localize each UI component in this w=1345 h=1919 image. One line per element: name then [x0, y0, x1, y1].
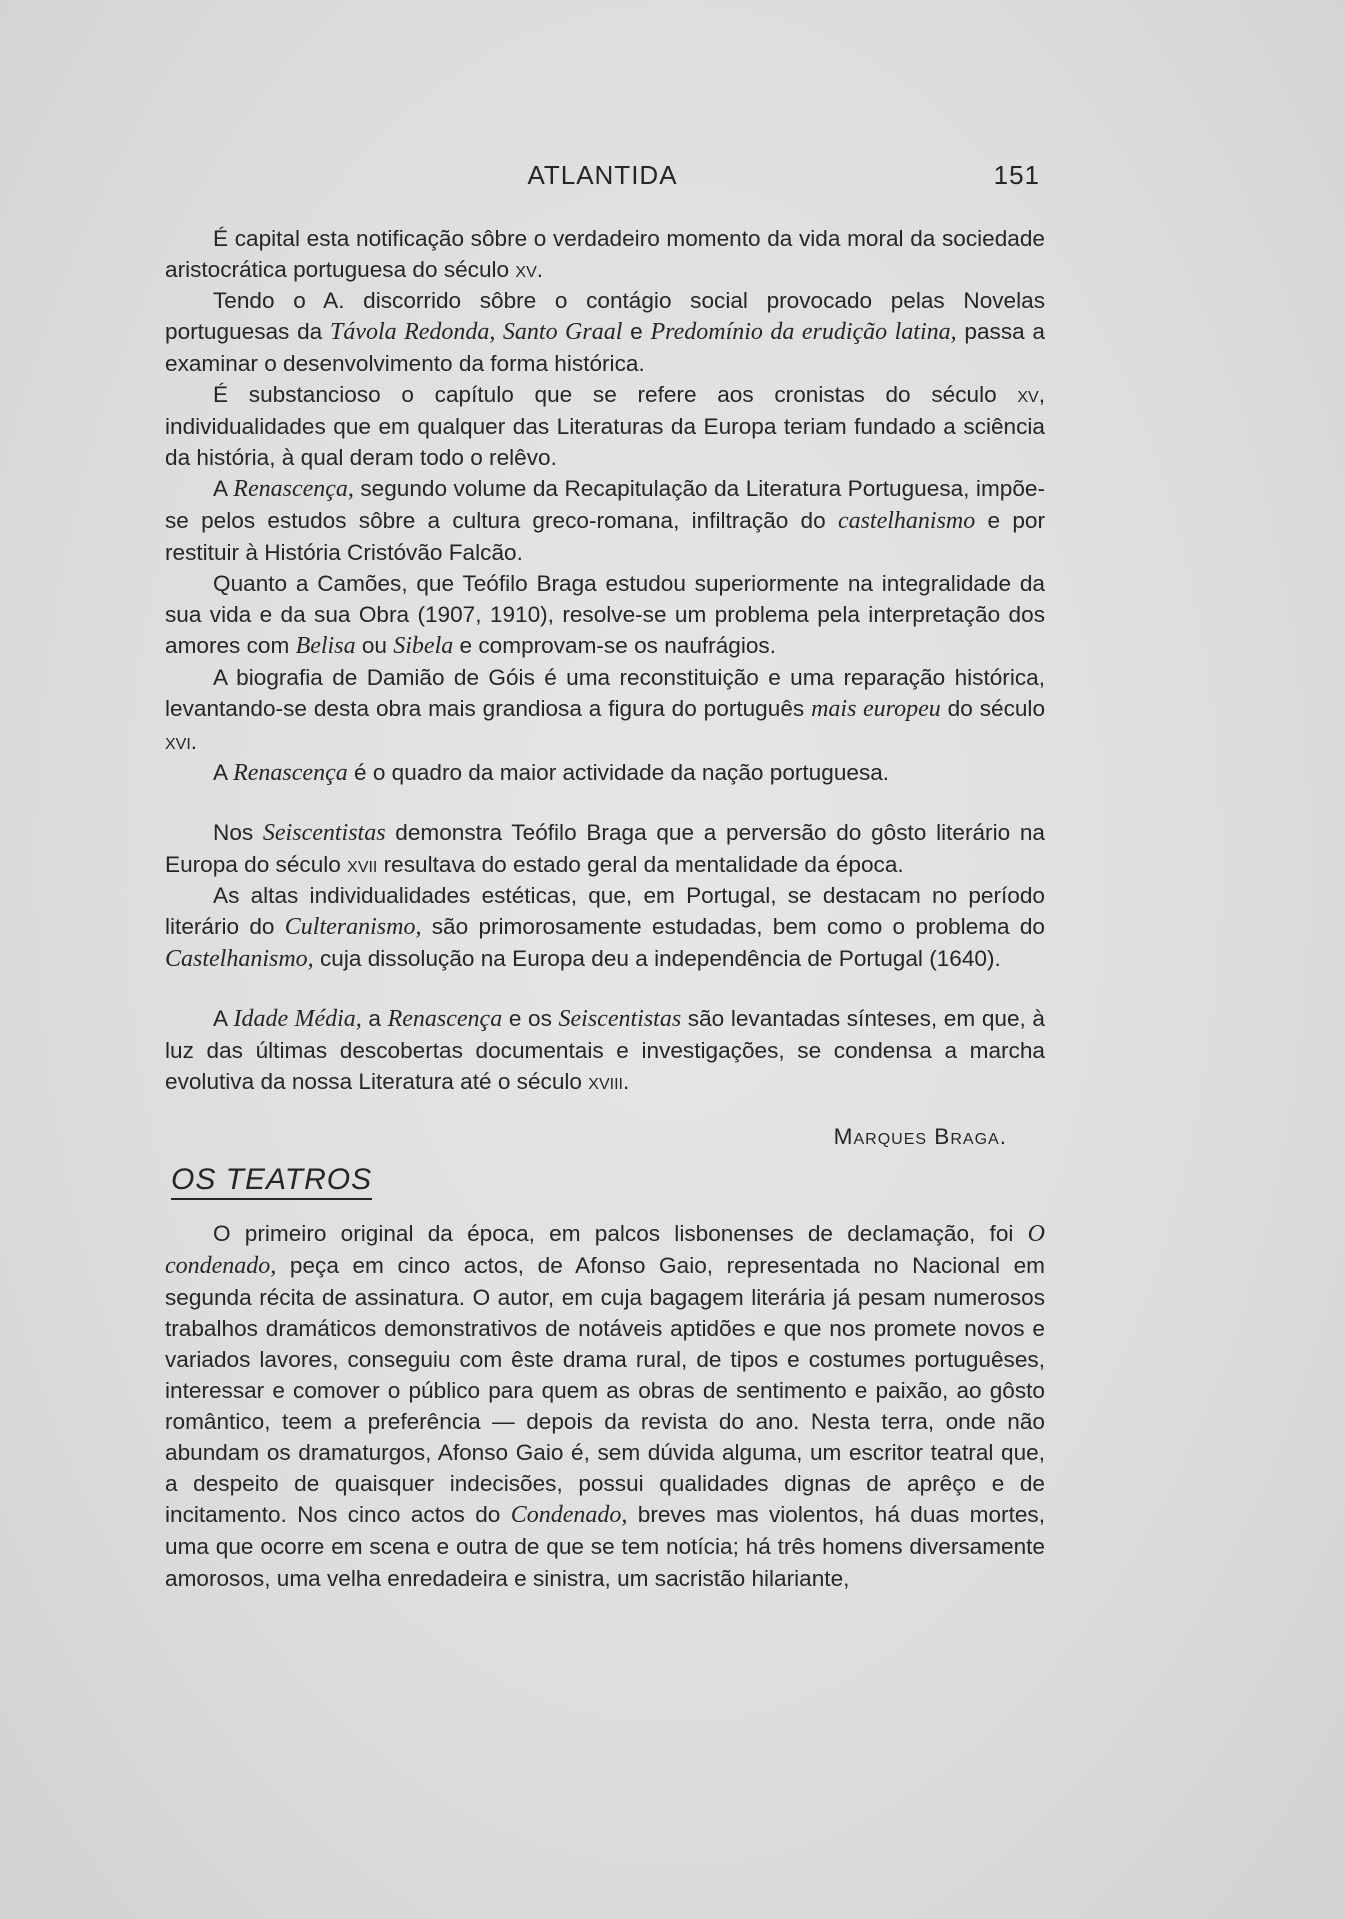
article-body	[165, 223, 1045, 1594]
paragraph: O primeiro original da época, em palcos lisbonenses de declamação, foi O condenado, peça em cinco actos, de Afonso Gaio, representada no Nacional em segunda récita de assinatura. O autor, em cuja bagagem literária já pesam numerosos trabalhos dramáticos demonstrativos de notáveis aptidões e que nos promete novos e variados lavores, conseguiu com êste drama rural, de tipos e costumes portuguêses, interessar e comover o público para quem as obras de sentimento e paixão, ao gôsto romântico, teem a preferência — depois da revista do ano. Nesta terra, onde não abundam os dramaturgos, Afonso Gaio é, sem dúvida alguma, um escritor teatral que, a despeito de quaisquer indecisões, possui qualidades dignas de aprêço e de incitamento. Nos cinco actos do Condenado, breves mas violentos, há duas mortes, uma que ocorre em scena e outra de que se tem notícia; há três homens diversamente amorosos, uma velha enredadeira e sinistra, um sacristão hilariante,	[165, 1220, 1045, 1591]
journal-title: ATLANTIDA	[527, 160, 678, 190]
paragraph: A Idade Média, a Renascença e os Seiscentistas são levantadas sínteses, em que, à luz das últimas descobertas documentais e investigações, se condensa a marcha evolutiva da nossa Literatura até o século xviii.	[165, 1006, 1045, 1095]
paragraph: A biografia de Damião de Góis é uma reconstituição e uma reparação histórica, levantando-se desta obra mais grandiosa a figura do português mais europeu do século xvi.	[165, 665, 1046, 754]
page-number: 151	[993, 160, 1040, 190]
paragraph: Quanto a Camões, que Teófilo Braga estudou superiormente na integralidade da sua vida e da sua Obra (1907, 1910), resolve-se um problema pela interpretação dos amores com Belisa ou Sibela e comprovam-se os naufrágios.	[165, 571, 1045, 660]
paragraph-gap	[165, 1097, 1045, 1121]
paragraph: As altas individualidades estéticas, que, em Portugal, se destacam no período literário do Culteranismo, são primorosamente estudadas, bem como o problema do Castelhanismo, cuja dissolução na Europa deu a independência de Portugal (1640).	[165, 882, 1045, 973]
section-heading: OS TEATROS	[171, 1164, 372, 1199]
paragraph: É substancioso o capítulo que se refere aos cronistas do século xv, individualidades que em qualquer das Literaturas da Europa teriam fundado a sciência da história, à qual deram todo o relêvo.	[165, 382, 1045, 470]
paragraph-gap	[165, 975, 1045, 1003]
paragraph: A Renascença é o quadro da maior actividade da nação portuguesa.	[213, 759, 890, 786]
paragraph: Nos Seiscentistas demonstra Teófilo Braga que a perversão do gôsto literário na Europa do século xvii resultava do estado geral da mentalidade da época.	[165, 819, 1045, 877]
paragraph: A Renascença, segundo volume da Recapitulação da Literatura Portuguesa, impõe-se pelos estudos sôbre a cultura greco-romana, infiltração do castelhanismo e por restituir à História Cristóvão Falcão.	[165, 475, 1045, 565]
paragraph-gap	[165, 789, 1045, 817]
author-signature: Marques Braga.	[833, 1124, 1007, 1150]
running-header	[165, 160, 1040, 196]
paragraph: Tendo o A. discorrido sôbre o contágio social provocado pelas Novelas portuguesas da Távola Redonda, Santo Graal e Predomínio da erudição latina, passa a examinar o desenvolvimento da forma histórica.	[165, 288, 1045, 377]
paragraph: É capital esta notificação sôbre o verdadeiro momento da vida moral da sociedade aristocrática portuguesa do século xv.	[165, 226, 1045, 283]
